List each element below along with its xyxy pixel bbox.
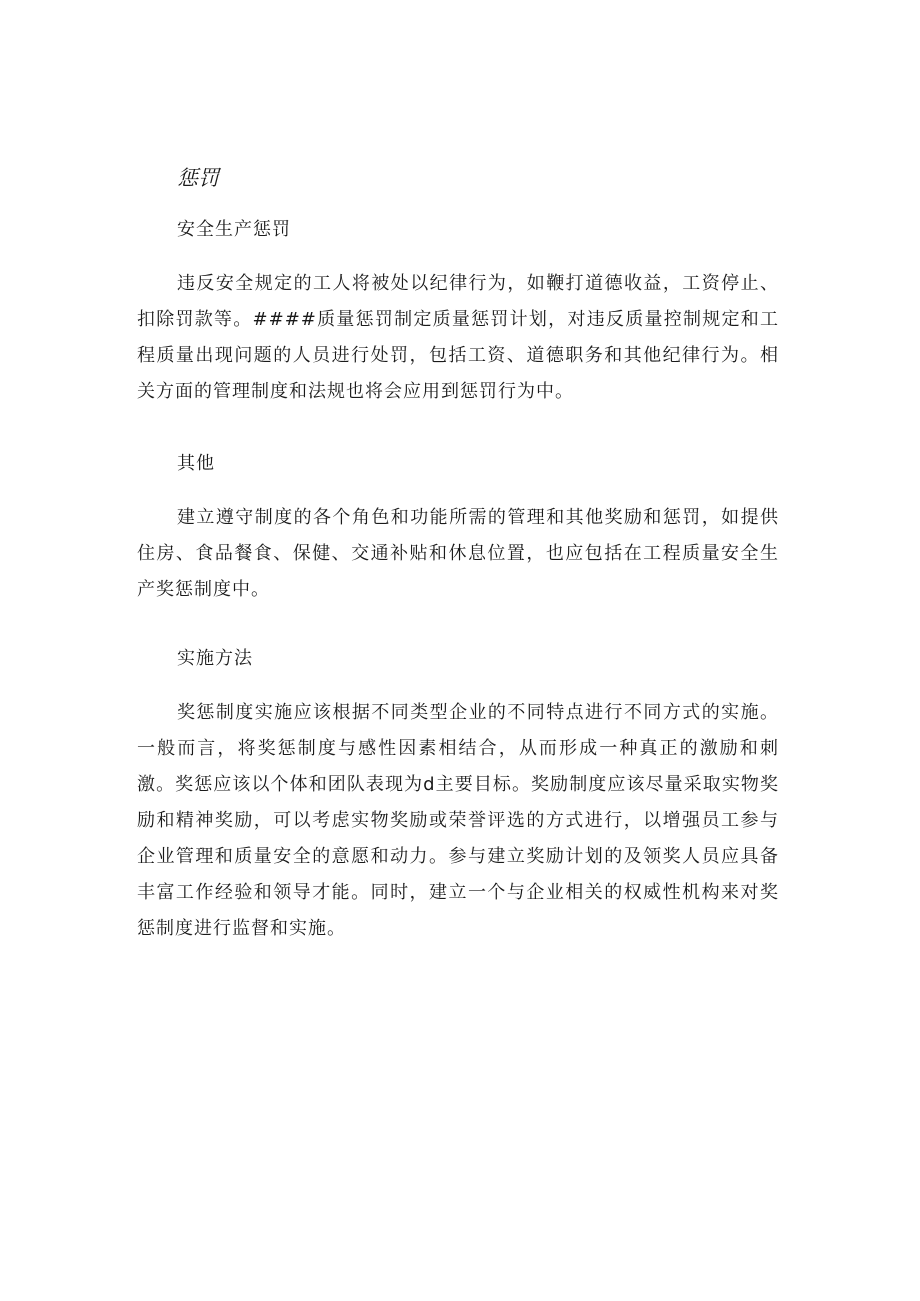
- section-heading-other: 其他: [177, 453, 215, 474]
- section-body-implementation: 奖惩制度实施应该根据不同类型企业的不同特点进行不同方式的实施。一般而言，将奖惩制度与感性因素相结合，从而形成一种真正的激励和刺激。奖惩应该以个体和团队表现为d主要目标。奖励制度应该尽量采取实物奖励和精神奖励，可以考虑实物奖励或荣誉评选的方式进行，以增强员工参与企业管理和质量安全的意愿和动力。参与建立奖励计划的及领奖人员应具备丰富工作经验和领导才能。同时，建立一个与企业相关的权威性机构来对奖惩制度进行监督和实施。: [137, 702, 779, 939]
- section-heading-implementation: 实施方法: [177, 648, 253, 669]
- section-heading-safety-penalty: 安全生产惩罚: [177, 219, 291, 240]
- document-title: 惩罚: [177, 166, 219, 190]
- section-body-other: 建立遵守制度的各个角色和功能所需的管理和其他奖励和惩罚，如提供住房、食品餐食、保健、交通补贴和休息位置，也应包括在工程质量安全生产奖惩制度中。: [137, 507, 779, 600]
- section-body-safety-penalty: 违反安全规定的工人将被处以纪律行为，如鞭打道德收益，工资停止、扣除罚款等。####质量惩罚制定质量惩罚计划，对违反质量控制规定和工程质量出现问题的人员进行处罚，包括工资、道德职务和其他纪律行为。相关方面的管理制度和法规也将会应用到惩罚行为中。: [137, 273, 779, 402]
